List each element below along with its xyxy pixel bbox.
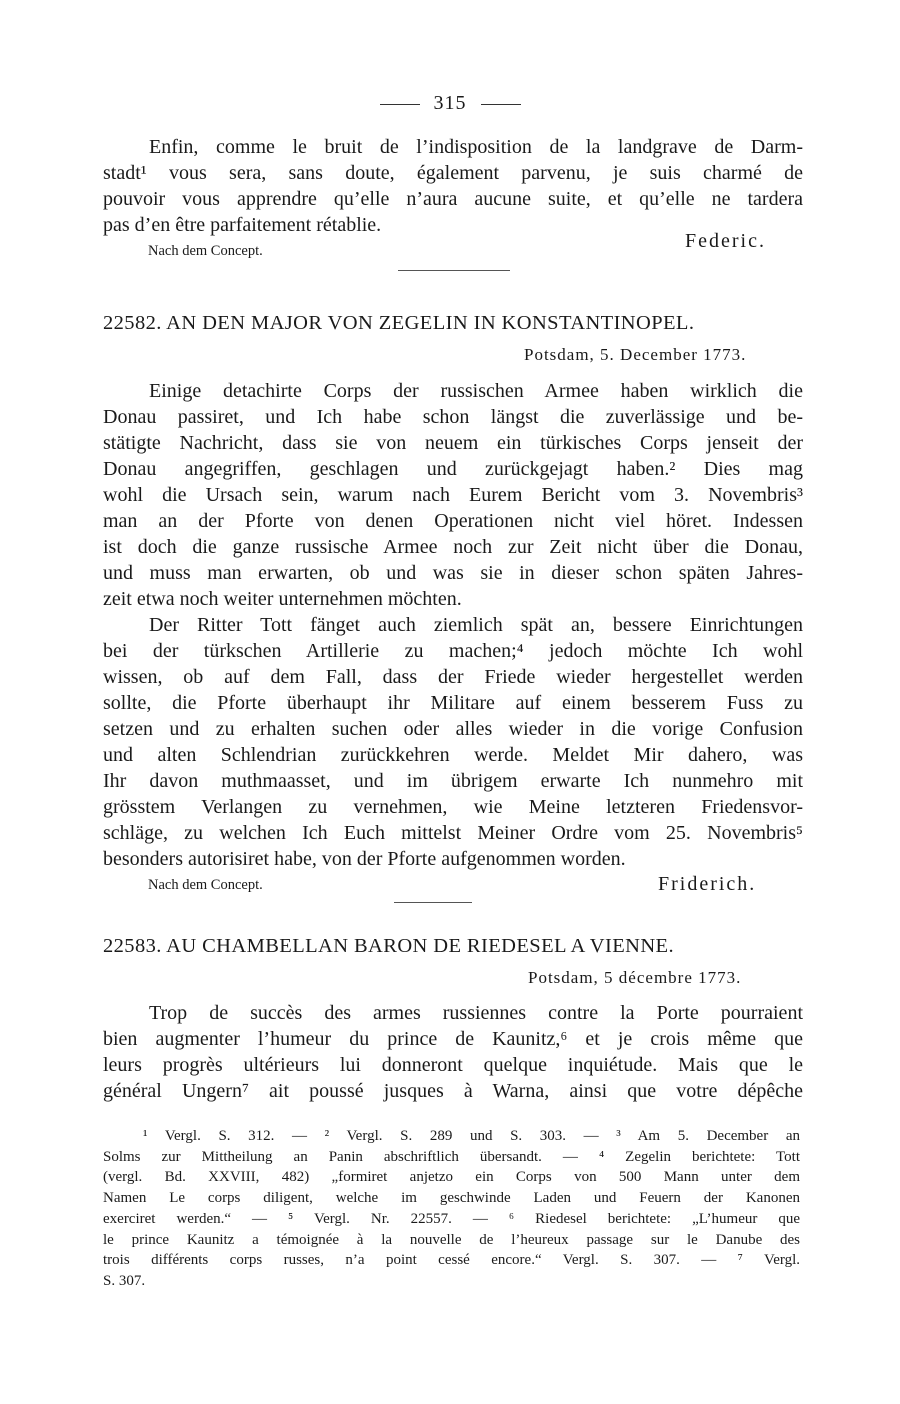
- text-line: pas d’en être parfaitement rétablie.: [103, 214, 382, 236]
- text-line: schläge, zu welchen Ich Euch mittelst Meiner Ordre vom 25. Novembris⁵: [103, 822, 803, 844]
- prev-letter-paragraph: [103, 134, 803, 238]
- text-line: stadt¹ vous sera, sans doute, également parvenu, je suis charmé de: [103, 162, 803, 184]
- text-line: setzen und zu erhalten suchen oder alles wieder in die vorige Confusion: [103, 718, 803, 740]
- footnote-line: exerciret werden.“ — ⁵ Vergl. Nr. 22557. — ⁶ Riedesel berichtete: „L’humeur que: [103, 1210, 800, 1227]
- text-line: man an der Pforte von denen Operationen nicht viel höret. Indessen: [103, 510, 803, 532]
- text-line: Donau passiret, und Ich habe schon längst die zuverlässige und be-: [103, 406, 803, 428]
- text-line: Enfin, comme le bruit de l’indisposition de la landgrave de Darm-: [149, 136, 803, 158]
- text-line: grösstem Verlangen zu vernehmen, wie Meine letzteren Friedensvor-: [103, 796, 803, 818]
- text-line: général Ungern⁷ ait poussé jusques à Warna, ainsi que votre dépêche: [103, 1080, 803, 1102]
- text-line: stätigte Nachricht, dass sie von neuem ein türkisches Corps jenseit der: [103, 432, 803, 454]
- letter-heading-22583: 22583. AU CHAMBELLAN BARON DE RIEDESEL A VIENNE.: [103, 935, 674, 957]
- text-line: und alten Schlendrian zurückkehren werde. Meldet Mir dahero, was: [103, 744, 803, 766]
- letter-22582-paragraph-2: [103, 612, 803, 872]
- text-line: bei der türkschen Artillerie zu machen;⁴ jedoch möchte Ich wohl: [103, 640, 803, 662]
- text-line: wissen, ob auf dem Fall, dass der Friede wieder hergestellet werden: [103, 666, 803, 688]
- footnote-line: S. 307.: [103, 1272, 146, 1289]
- text-line: besonders autorisiret habe, von der Pforte aufgenommen worden.: [103, 848, 626, 870]
- footnote-line: le prince Kaunitz a témoignée à la nouvelle de l’heureux passage sur le Danube des: [103, 1231, 800, 1248]
- section-divider: [394, 902, 472, 903]
- letter-22583-paragraph-1: [103, 1000, 803, 1104]
- footnote-line: Solms zur Mittheilung an Panin abschriftlich übersandt. — ⁴ Zegelin berichtete: Tott: [103, 1148, 800, 1165]
- footnote-line: ¹ Vergl. S. 312. — ² Vergl. S. 289 und S. 303. — ³ Am 5. December an: [143, 1128, 800, 1144]
- header-dash-right: [481, 104, 521, 105]
- place-date-22583: Potsdam, 5 décembre 1773.: [528, 968, 742, 987]
- text-line: Donau angegriffen, geschlagen und zurückgejagt haben.² Dies mag: [103, 458, 803, 480]
- text-line: bien augmenter l’humeur du prince de Kaunitz,⁶ et je crois même que: [103, 1028, 803, 1050]
- letter-heading-22582: 22582. AN DEN MAJOR VON ZEGELIN IN KONSTANTINOPEL.: [103, 312, 695, 334]
- footnotes: [103, 1126, 800, 1292]
- footnote-line: (vergl. Bd. XXVIII, 482) „formiret anjetzo ein Corps von 500 Mann unter dem: [103, 1169, 800, 1186]
- text-line: leurs progrès ultérieurs lui donneront quelque inquiétude. Mais que le: [103, 1054, 803, 1076]
- text-line: und muss man erwarten, ob und was sie in dieser schon späten Jahres-: [103, 562, 803, 584]
- section-divider: [398, 270, 510, 271]
- signature-federic: Federic.: [685, 230, 766, 252]
- source-note: Nach dem Concept.: [148, 877, 263, 893]
- footnote-line: trois différents corps russes, n’a point cessé encore.“ Vergl. S. 307. — ⁷ Vergl.: [103, 1252, 800, 1269]
- text-line: wohl die Ursach sein, warum nach Eurem Bericht vom 3. Novembris³: [103, 484, 803, 506]
- header-dash-left: [380, 104, 420, 105]
- text-line: Einige detachirte Corps der russischen Armee haben wirklich die: [149, 380, 803, 402]
- text-line: ist doch die ganze russische Armee noch zur Zeit nicht über die Donau,: [103, 536, 803, 558]
- place-date-22582: Potsdam, 5. December 1773.: [524, 345, 747, 364]
- text-line: pouvoir vous apprendre qu’elle n’aura aucune suite, et qu’elle ne tardera: [103, 188, 803, 210]
- letter-22582-paragraph-1: [103, 378, 803, 612]
- text-line: sollte, die Pforte überhaupt ihr Militare auf einem besserem Fuss zu: [103, 692, 803, 714]
- footnote-line: Namen Le corps diligent, welche im geschwinde Laden und Feuern der Kanonen: [103, 1190, 800, 1207]
- page-number: 315: [433, 92, 467, 114]
- text-line: zeit etwa noch weiter unternehmen möchten.: [103, 588, 462, 610]
- text-line: Der Ritter Tott fänget auch ziemlich spät an, bessere Einrichtungen: [149, 614, 803, 636]
- signature-friderich: Friderich.: [658, 873, 757, 895]
- page-number-header: [0, 92, 900, 115]
- source-note: Nach dem Concept.: [148, 243, 263, 259]
- text-line: Trop de succès des armes russiennes contre la Porte pourraient: [149, 1002, 803, 1024]
- text-line: Ihr davon muthmaasset, und im übrigem erwarte Ich nunmehro mit: [103, 770, 803, 792]
